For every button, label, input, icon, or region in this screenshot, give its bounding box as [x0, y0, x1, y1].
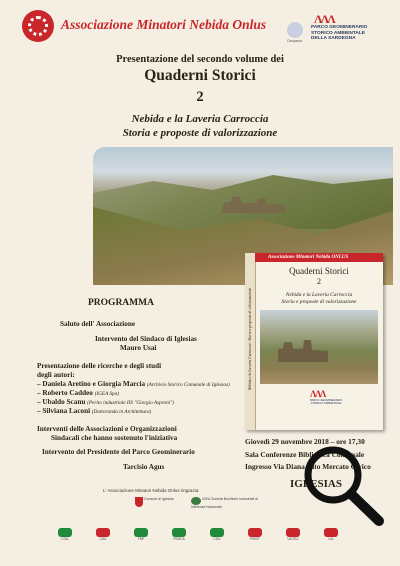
program-item: degli autori:: [37, 371, 75, 379]
book-band-text: Associazione Minatori Nebida ONLUS: [268, 255, 349, 260]
sponsor-logo-label: Comune di Iglesias: [143, 497, 174, 501]
park-logo-mark: ΛΛΛ: [314, 12, 334, 26]
park-logo: [287, 12, 379, 46]
comune-shield-icon: [135, 497, 143, 507]
book-park-logo: [300, 389, 350, 411]
program-item: Interventi delle Associazioni e Organizzazioni: [37, 425, 177, 433]
union-logo-icon: [58, 528, 72, 537]
association-logo: [22, 10, 54, 42]
book-title: Quaderni Storici: [289, 266, 349, 276]
sponsor-logo-label: UILTEC: [287, 537, 299, 541]
author-name: – Roberto Caddeo: [37, 389, 93, 397]
sponsor-logo: [191, 497, 265, 509]
sponsor-logo-label: CISL: [99, 537, 107, 541]
sponsor-logo-label: FIRST: [250, 537, 260, 541]
author-line: [37, 407, 151, 418]
subtitle: Storia e proposte di valorizzazione: [122, 127, 278, 139]
park-emblem: [287, 22, 303, 38]
union-logo-icon: [210, 528, 224, 537]
author-name: – Daniela Aretino e Giorgia Marcia: [37, 380, 146, 388]
sponsor-logos-top: [135, 497, 265, 517]
book-spine-text: Nebida e la Laveria Carroccia · Storia e proposte di valorizzazione: [248, 287, 252, 391]
subtitle: Nebida e la Laveria Carroccia: [131, 113, 269, 125]
book-logo-text: [304, 399, 348, 406]
sponsor-logo: [128, 528, 154, 542]
sponsor-logo: [204, 528, 230, 542]
author-affiliation: (Dottoranda in Architettura): [91, 409, 152, 415]
igea-logo-icon: [191, 497, 201, 505]
author-affiliation: (IGEA Spa): [94, 391, 119, 397]
event-city: IGLESIAS: [290, 478, 342, 490]
sponsor-logo-label: UIL: [328, 537, 334, 541]
book-photo-ruins: [278, 340, 328, 362]
sponsor-logo-label: FNP: [137, 537, 145, 541]
gear-logo-icon: [28, 16, 48, 36]
union-logo-icon: [286, 528, 300, 537]
book-photo: [260, 310, 378, 384]
sponsor-logo: [166, 528, 192, 542]
footer-thanks: L' Associazione Minatori Nebida Onlus ringrazia:: [103, 488, 200, 493]
park-logo-line: DELLA SARDEGNA: [311, 36, 356, 41]
book-logo-line: STORICO AMBIENTALE: [310, 401, 342, 406]
event-address: Ingresso Via Diana, lato Mercato Civico: [245, 462, 371, 471]
sponsor-logo: [135, 497, 175, 507]
sponsor-logo: [280, 528, 306, 542]
sponsor-logo-label: CISL: [213, 537, 221, 541]
union-logo-icon: [134, 528, 148, 537]
program-heading: PROGRAMMA: [88, 298, 154, 308]
union-logo-icon: [324, 528, 338, 537]
sponsor-logo: [318, 528, 344, 542]
presentation-line: Presentazione del secondo volume dei: [116, 54, 284, 65]
union-logo-icon: [248, 528, 262, 537]
zoom-magnifier-icon[interactable]: [299, 442, 385, 526]
union-logo-icon: [172, 528, 186, 537]
book-subtitle: Storia e proposte di valorizzazione: [281, 299, 357, 305]
program-item: Intervento del Sindaco di Iglesias: [95, 335, 197, 343]
event-date: Giovedì 29 novembre 2018 – ore 17,30: [245, 437, 365, 446]
program-item: Sindacali che hanno sostenuto l'iniziativa: [51, 434, 178, 442]
sponsor-logo: [242, 528, 268, 542]
author-affiliation: (Archivio Storico Comunale di Iglesias): [146, 382, 230, 388]
sponsor-logo: [52, 528, 78, 542]
author-affiliation: (Perito industriale IIS "Giorgio Asproni"): [87, 400, 175, 406]
page-title: Quaderni Storici: [144, 67, 256, 84]
program-item: Saluto dell' Associazione: [60, 320, 136, 328]
program-item: Presentazione delle ricerche e degli studi: [37, 362, 162, 370]
author-name: – Ubaldo Scanu: [37, 398, 86, 406]
book-logo-line: PARCO GEOMINERARIO: [309, 398, 343, 402]
event-venue: Sala Conferenze Biblioteca Comunale: [245, 450, 365, 459]
sponsor-logo-label: IGEA Società Bonifiche Industriali di Interesse Nazionale: [191, 497, 258, 509]
book-number: 2: [317, 277, 321, 286]
sponsor-logo-label: CGIL: [61, 537, 69, 541]
author-name: – Silviana Laconi: [37, 407, 91, 415]
book-logo-mark: ΛΛΛ: [310, 389, 325, 399]
speaker-name: Tarcisio Agus: [123, 463, 165, 471]
park-logo-line: PARCO GEOMINERARIO: [311, 25, 368, 30]
union-logo-icon: [96, 528, 110, 537]
sponsor-logo: [90, 528, 116, 542]
park-logo-line: STORICO AMBIENTALE: [311, 30, 366, 36]
park-logo-sub: Geoparco: [287, 39, 303, 43]
speaker-name: Mauro Usai: [120, 344, 157, 352]
association-name: Associazione Minatori Nebida Onlus: [61, 17, 267, 32]
book-subtitle: Nebida e la Laveria Carroccia: [285, 292, 353, 298]
sponsor-logos-bottom: [52, 528, 352, 552]
sponsor-logo-label: FEMCA: [173, 537, 185, 541]
volume-number: 2: [196, 89, 204, 105]
park-logo-text: [311, 25, 377, 42]
program-item: Intervento del Presidente del Parco Geominerario: [42, 448, 195, 456]
